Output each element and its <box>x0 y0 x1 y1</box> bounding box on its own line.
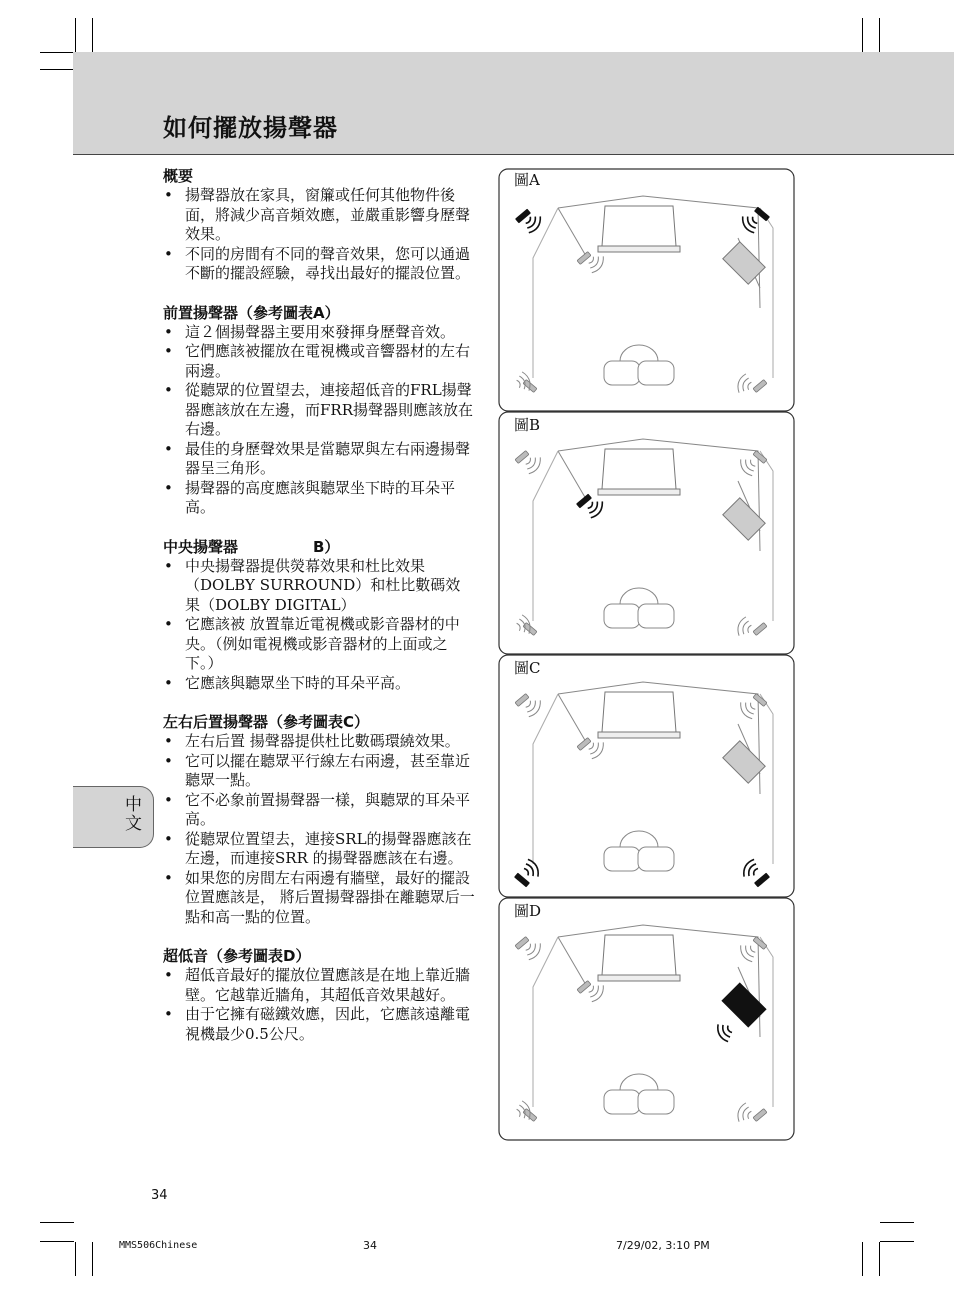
section-rear-speakers <box>163 712 475 927</box>
page-number: 34 <box>151 1188 168 1203</box>
bullet-item: • 從聽眾位置望去，連接SRL的揚聲器應該在左邊，而連接SRR 的揚聲器應該在右邊。 <box>163 830 475 869</box>
section-front-speakers <box>163 303 475 518</box>
bullet-item: • 這２個揚聲器主要用來發揮身歷聲音效。 <box>163 323 475 343</box>
bullet-item: • 如果您的房間左右兩邊有牆壁，最好的擺設位置應該是， 將后置揚聲器掛在離聽眾后一點和高一點的位置。 <box>163 869 475 928</box>
crop-mark <box>75 1242 76 1276</box>
section-heading: 左右后置揚聲器（參考圖表C） <box>163 713 370 731</box>
main-content <box>163 166 475 1063</box>
footer-page-number: 34 <box>363 1239 377 1252</box>
diagram-label: 圖D <box>514 902 542 920</box>
crop-mark <box>879 1242 880 1276</box>
diagram-panel <box>498 168 796 1142</box>
bullet-item: • 左右后置 揚聲器提供杜比數碼環繞效果。 <box>163 732 475 752</box>
crop-mark <box>40 1222 74 1223</box>
crop-mark <box>75 18 76 52</box>
bullet-item: • 不同的房間有不同的聲音效果，您可以通過不斷的擺設經驗，尋找出最好的擺設位置。 <box>163 245 475 284</box>
page-title: 如何擺放揚聲器 <box>163 114 338 142</box>
section-heading: 超低音（參考圖表D） <box>163 947 311 965</box>
crop-mark <box>40 1241 74 1242</box>
bullet-item: • 它不必象前置揚聲器一樣，與聽眾的耳朵平高。 <box>163 791 475 830</box>
bullet-item: • 它應該與聽眾坐下時的耳朵平高。 <box>163 674 475 694</box>
diagram-d <box>499 898 794 1140</box>
crop-mark <box>880 1222 914 1223</box>
crop-mark <box>862 18 863 52</box>
bullet-item: • 揚聲器放在家具，窗簾或任何其他物件後面，將減少高音頻效應，並嚴重影響身歷聲效果。 <box>163 186 475 245</box>
diagram-label: 圖A <box>514 171 540 189</box>
bullet-item: • 從聽眾的位置望去，連接超低音的FRL揚聲器應該放在左邊，而FRR揚聲器則應該放在右邊。 <box>163 381 475 440</box>
bullet-item: • 由于它擁有磁鐵效應，因此，它應該遠離電視機最少0.5公尺。 <box>163 1005 475 1044</box>
crop-mark <box>40 52 74 53</box>
bullet-item: • 揚聲器的高度應該與聽眾坐下時的耳朵平高。 <box>163 479 475 518</box>
section-overview <box>163 166 475 284</box>
diagram-label: 圖B <box>514 416 541 434</box>
footer-file-name: MMS506Chinese <box>119 1240 198 1251</box>
crop-mark <box>862 1242 863 1276</box>
section-subwoofer <box>163 946 475 1044</box>
crop-mark <box>92 18 93 52</box>
section-heading: 前置揚聲器（參考圖表A） <box>163 303 340 322</box>
section-center-speaker <box>163 537 475 694</box>
diagram-b <box>499 412 794 654</box>
bullet-item: • 最佳的身歷聲效果是當聽眾與左右兩邊揚聲器呈三角形。 <box>163 440 475 479</box>
bullet-item: • 它應該被 放置靠近電視機或影音器材的中央。（例如電視機或影音器材的上面或之下。） <box>163 615 475 674</box>
diagram-c <box>499 655 794 897</box>
bullet-item: • 中央揚聲器提供熒幕效果和杜比效果（DOLBY SURROUND）和杜比數碼效果（DOLBY DIGITAL） <box>163 557 475 616</box>
crop-mark <box>40 69 74 70</box>
crop-mark <box>880 1241 914 1242</box>
diagram-label: 圖C <box>514 659 541 677</box>
bullet-item: • 超低音最好的擺放位置應該是在地上靠近牆壁。它越靠近牆角，其超低音效果越好。 <box>163 966 475 1005</box>
bullet-item: • 它們應該被擺放在電視機或音響器材的左右兩邊。 <box>163 342 475 381</box>
section-heading: 中央揚聲器 B） <box>163 537 340 556</box>
diagram-a <box>499 169 794 411</box>
footer-timestamp: 7/29/02, 3:10 PM <box>616 1239 710 1252</box>
language-tab-label: 中文 <box>121 795 141 833</box>
language-tab <box>73 786 154 848</box>
crop-mark <box>92 1242 93 1276</box>
crop-mark <box>879 18 880 52</box>
section-heading: 概要 <box>163 167 194 185</box>
bullet-item: • 它可以擺在聽眾平行線左右兩邊，甚至靠近聽眾一點。 <box>163 752 475 791</box>
